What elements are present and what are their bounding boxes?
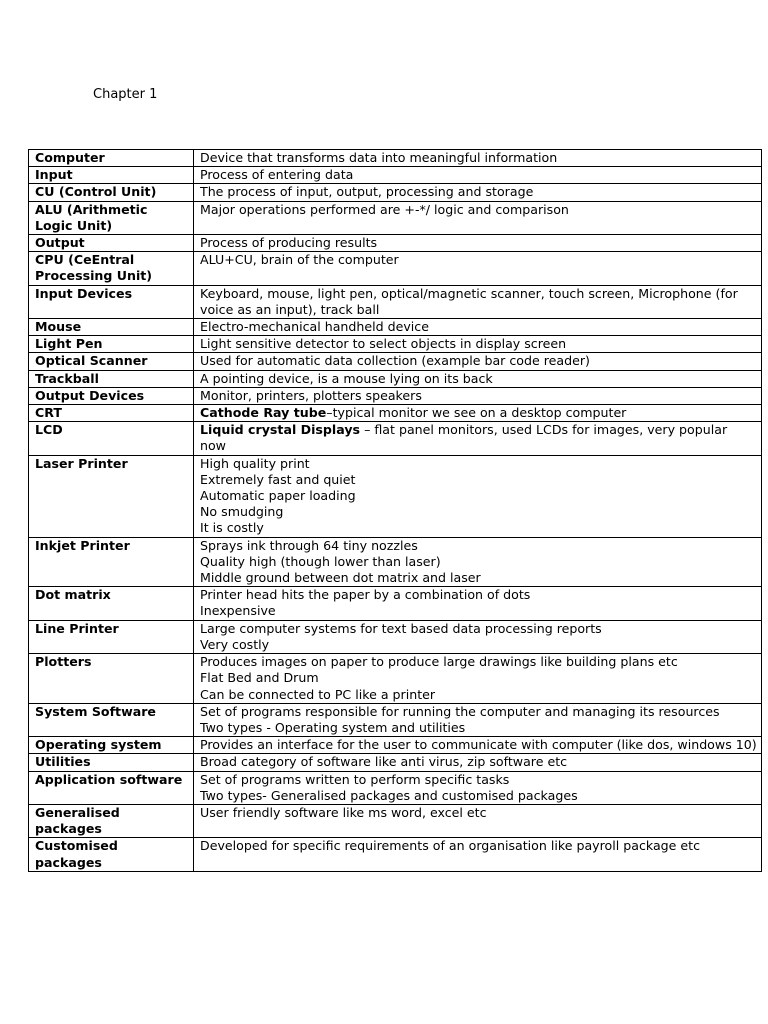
definition-lead: Liquid crystal Displays bbox=[200, 422, 361, 438]
definition-cell bbox=[194, 804, 762, 837]
definition-line: Very costly bbox=[200, 636, 270, 652]
definition-line: Extremely fast and quiet bbox=[200, 471, 356, 487]
definition-line: Inexpensive bbox=[200, 603, 276, 619]
table-row bbox=[29, 587, 762, 620]
table-row bbox=[29, 252, 762, 285]
table-row bbox=[29, 387, 762, 404]
term-cell: Laser Printer bbox=[29, 455, 194, 537]
term-cell: Trackball bbox=[29, 370, 194, 387]
definition-cell bbox=[194, 370, 762, 387]
table-row bbox=[29, 201, 762, 234]
definition-line: Provides an interface for the user to communicate with computer (like dos, windows 10) bbox=[200, 737, 757, 753]
definition-cell bbox=[194, 771, 762, 804]
definition-line: Process of entering data bbox=[200, 167, 354, 183]
table-row bbox=[29, 620, 762, 653]
table-row bbox=[29, 285, 762, 318]
table-row bbox=[29, 336, 762, 353]
glossary-body bbox=[29, 150, 762, 872]
definition-cell bbox=[194, 422, 762, 455]
definition-line: Process of producing results bbox=[200, 235, 378, 251]
definition-cell bbox=[194, 150, 762, 167]
term-cell: Operating system bbox=[29, 737, 194, 754]
definition-line: It is costly bbox=[200, 520, 264, 536]
definition-cell bbox=[194, 587, 762, 620]
table-row bbox=[29, 754, 762, 771]
definition-line: Monitor, printers, plotters speakers bbox=[200, 387, 422, 403]
definition-cell bbox=[194, 184, 762, 201]
definition-line: Device that transforms data into meaningful information bbox=[200, 150, 558, 165]
definition-line: Quality high (though lower than laser) bbox=[200, 553, 441, 569]
term-cell: Optical Scanner bbox=[29, 353, 194, 370]
definition-line: Automatic paper loading bbox=[200, 488, 356, 504]
definition-line: Flat Bed and Drum bbox=[200, 670, 319, 686]
term-cell: ALU (Arithmetic Logic Unit) bbox=[29, 201, 194, 234]
definition-line: No smudging bbox=[200, 504, 284, 520]
definition-line: The process of input, output, processing and storage bbox=[200, 184, 534, 200]
table-row bbox=[29, 654, 762, 704]
definition-cell bbox=[194, 654, 762, 704]
definition-line: Electro-mechanical handheld device bbox=[200, 319, 429, 335]
term-cell: Dot matrix bbox=[29, 587, 194, 620]
table-row bbox=[29, 804, 762, 837]
table-row bbox=[29, 235, 762, 252]
definition-line bbox=[200, 422, 757, 454]
definition-cell bbox=[194, 252, 762, 285]
definition-rest: –typical monitor we see on a desktop computer bbox=[326, 405, 627, 421]
chapter-heading: Chapter 1 bbox=[93, 87, 158, 102]
term-cell: Customised packages bbox=[29, 838, 194, 871]
term-cell: Input bbox=[29, 167, 194, 184]
definition-cell bbox=[194, 737, 762, 754]
definition-line: ALU+CU, brain of the computer bbox=[200, 252, 399, 268]
table-row bbox=[29, 838, 762, 871]
table-row bbox=[29, 150, 762, 167]
definition-cell bbox=[194, 353, 762, 370]
table-row bbox=[29, 370, 762, 387]
definition-line: Produces images on paper to produce large drawings like building plans etc bbox=[200, 654, 678, 670]
term-cell: Computer bbox=[29, 150, 194, 167]
definition-line: Sprays ink through 64 tiny nozzles bbox=[200, 537, 418, 553]
term-cell: System Software bbox=[29, 703, 194, 736]
definition-cell bbox=[194, 703, 762, 736]
definition-cell bbox=[194, 285, 762, 318]
definition-cell bbox=[194, 167, 762, 184]
table-row bbox=[29, 319, 762, 336]
term-cell: Input Devices bbox=[29, 285, 194, 318]
table-row bbox=[29, 703, 762, 736]
table-row bbox=[29, 737, 762, 754]
definition-line: Two types- Generalised packages and customised packages bbox=[200, 787, 578, 803]
term-cell: Inkjet Printer bbox=[29, 537, 194, 587]
table-row bbox=[29, 353, 762, 370]
glossary-table bbox=[28, 149, 762, 872]
definition-lead: Cathode Ray tube bbox=[200, 405, 327, 421]
term-cell: Utilities bbox=[29, 754, 194, 771]
definition-cell bbox=[194, 455, 762, 537]
term-cell: CPU (CeEntral Processing Unit) bbox=[29, 252, 194, 285]
definition-rest: – flat panel monitors, used LCDs for images, very popular now bbox=[200, 422, 728, 454]
definition-cell bbox=[194, 201, 762, 234]
table-row bbox=[29, 537, 762, 587]
definition-line: Light sensitive detector to select objects in display screen bbox=[200, 336, 567, 352]
term-cell: Output bbox=[29, 235, 194, 252]
definition-line: Major operations performed are +-*/ logic and comparison bbox=[200, 201, 569, 217]
definition-line: Set of programs written to perform specific tasks bbox=[200, 771, 510, 787]
definition-line: Broad category of software like anti virus, zip software etc bbox=[200, 754, 568, 770]
definition-cell bbox=[194, 387, 762, 404]
term-cell: CRT bbox=[29, 405, 194, 422]
term-cell: Generalised packages bbox=[29, 804, 194, 837]
definition-line: A pointing device, is a mouse lying on its back bbox=[200, 370, 493, 386]
term-cell: Line Printer bbox=[29, 620, 194, 653]
definition-line: Can be connected to PC like a printer bbox=[200, 686, 436, 702]
definition-cell bbox=[194, 620, 762, 653]
term-cell: Light Pen bbox=[29, 336, 194, 353]
definition-cell bbox=[194, 537, 762, 587]
definition-line: Set of programs responsible for running the computer and managing its resources bbox=[200, 703, 720, 719]
definition-line: User friendly software like ms word, excel etc bbox=[200, 804, 487, 820]
table-row bbox=[29, 405, 762, 422]
term-cell: Application software bbox=[29, 771, 194, 804]
term-cell: Mouse bbox=[29, 319, 194, 336]
definition-line: Two types - Operating system and utilities bbox=[200, 719, 466, 735]
definition-line: Middle ground between dot matrix and laser bbox=[200, 570, 481, 586]
definition-line: Keyboard, mouse, light pen, optical/magnetic scanner, touch screen, Microphone (for voice as an input), track ball bbox=[200, 285, 738, 317]
definition-line: Large computer systems for text based data processing reports bbox=[200, 620, 602, 636]
definition-cell bbox=[194, 754, 762, 771]
definition-cell bbox=[194, 319, 762, 336]
definition-cell bbox=[194, 336, 762, 353]
definition-line: Printer head hits the paper by a combination of dots bbox=[200, 587, 531, 603]
definition-cell bbox=[194, 838, 762, 871]
table-row bbox=[29, 422, 762, 455]
term-cell: Output Devices bbox=[29, 387, 194, 404]
table-row bbox=[29, 455, 762, 537]
definition-line bbox=[200, 405, 757, 421]
definition-cell bbox=[194, 235, 762, 252]
term-cell: Plotters bbox=[29, 654, 194, 704]
table-row bbox=[29, 167, 762, 184]
term-cell: CU (Control Unit) bbox=[29, 184, 194, 201]
definition-line: Used for automatic data collection (example bar code reader) bbox=[200, 353, 590, 369]
term-cell: LCD bbox=[29, 422, 194, 455]
definition-cell bbox=[194, 405, 762, 422]
definition-line: Developed for specific requirements of an organisation like payroll package etc bbox=[200, 838, 701, 854]
table-row bbox=[29, 771, 762, 804]
table-row bbox=[29, 184, 762, 201]
definition-line: High quality print bbox=[200, 455, 310, 471]
